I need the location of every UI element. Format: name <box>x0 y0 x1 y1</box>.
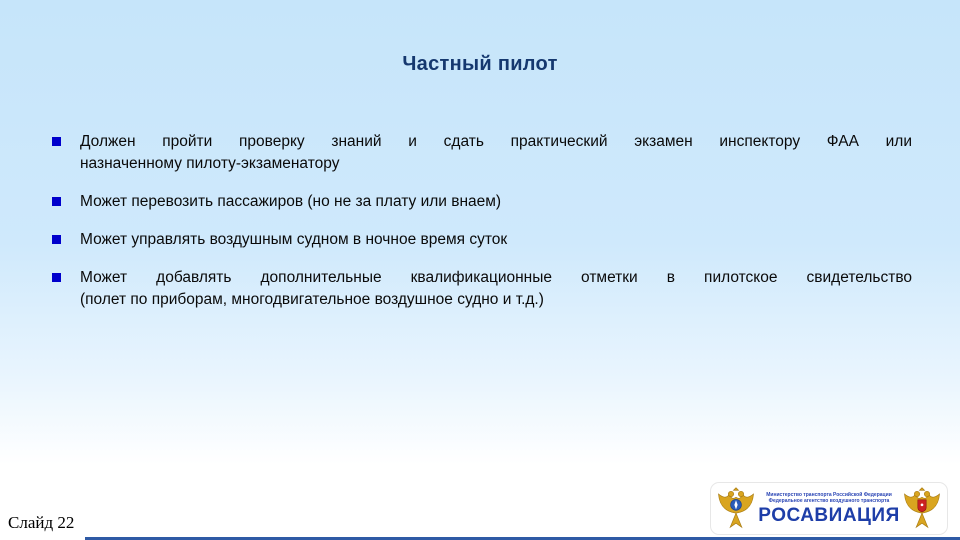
bullet-list <box>52 131 912 327</box>
ministry-line-2: Федеральное агентство воздушного транспорта <box>768 497 890 504</box>
slide-title: Частный пилот <box>402 53 558 75</box>
bullet-line: Должен пройти проверку знаний и сдать практический экзамен инспектору ФАА или <box>80 133 912 150</box>
bullet-item <box>52 229 912 251</box>
bullet-line: Может перевозить пассажиров (но не за плату или внаем) <box>80 193 502 210</box>
bullet-text <box>80 131 912 175</box>
ministry-line-1: Министерство транспорта Российской Федерации <box>766 491 892 498</box>
rosaviatsia-logo-card <box>710 482 948 535</box>
bullet-text <box>80 267 912 311</box>
bullet-square-icon <box>52 197 61 206</box>
bullet-square-icon <box>52 235 61 244</box>
bullet-item <box>52 131 912 175</box>
bullet-item <box>52 267 912 311</box>
bullet-item <box>52 191 912 213</box>
slide-number-label: Слайд 22 <box>8 513 75 532</box>
bullet-line: Может управлять воздушным судном в ночное время суток <box>80 231 508 248</box>
bullet-text <box>80 191 912 213</box>
bullet-square-icon <box>52 273 61 282</box>
bullet-line: Может добавлять дополнительные квалификационные отметки в пилотское свидетельство <box>80 269 912 286</box>
rosaviatsia-brand-label: РОСАВИАЦИЯ <box>758 504 900 526</box>
bullet-text <box>80 229 912 251</box>
logo-text-block <box>756 492 902 526</box>
rosaviatsia-winged-eagle-icon <box>716 486 756 532</box>
bullet-square-icon <box>52 137 61 146</box>
bullet-line: назначенному пилоту-экзаменатору <box>80 155 340 172</box>
russia-coat-of-arms-icon <box>902 486 942 532</box>
bullet-line: (полет по приборам, многодвигательное воздушное судно и т.д.) <box>80 291 544 308</box>
